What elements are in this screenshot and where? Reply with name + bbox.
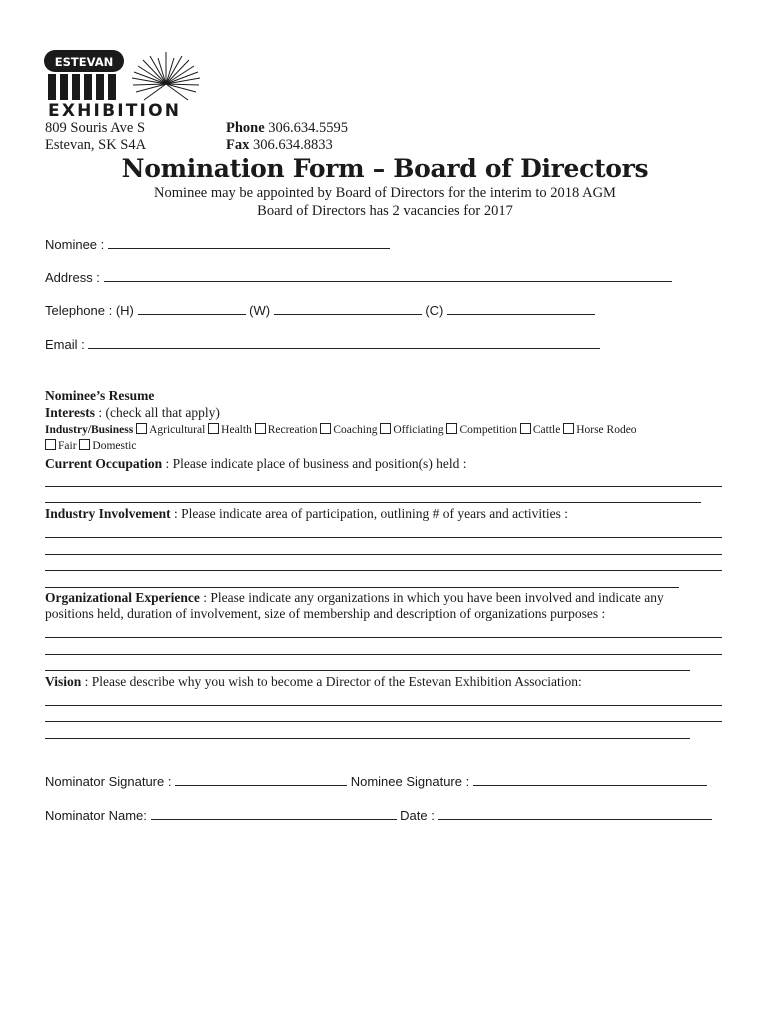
involvement-line-3[interactable] xyxy=(45,570,722,571)
checkbox-fair[interactable]: Fair xyxy=(45,440,77,452)
checkbox-officiating[interactable]: Officiating xyxy=(380,424,443,436)
checkbox-recreation[interactable]: Recreation xyxy=(255,424,318,436)
fax-number: 306.634.8833 xyxy=(252,137,333,153)
nominee-label: Nominee : xyxy=(45,237,105,252)
occupation-prompt: : Please indicate place of business and position(s) held : xyxy=(165,456,467,471)
nominator-signature-label: Nominator Signature : xyxy=(45,774,172,789)
occupation-label: Current Occupation xyxy=(45,456,163,471)
involvement-line-1[interactable] xyxy=(45,537,722,538)
interests-row xyxy=(45,405,220,421)
occupation-line-2[interactable] xyxy=(45,502,701,503)
date-label: Date : xyxy=(400,808,435,823)
checkbox-icon xyxy=(45,439,56,450)
checkbox-icon xyxy=(446,423,457,434)
nominee-signature-label: Nominee Signature : xyxy=(350,774,470,789)
fax-label: Fax xyxy=(226,137,250,153)
subtitle-interim: Nominee may be appointed by Board of Directors for the interim to 2018 AGM xyxy=(154,185,616,201)
involvement-label: Industry Involvement xyxy=(45,506,171,521)
interests-label: Interests xyxy=(45,405,95,420)
checkbox-coaching[interactable]: Coaching xyxy=(320,424,377,436)
org-prompt-1: : Please indicate any organizations in which you have been involved and indicate any xyxy=(203,590,664,605)
org-row-1 xyxy=(45,590,664,606)
org-label: Organizational Experience xyxy=(45,590,200,605)
phone-number: 306.634.5595 xyxy=(268,120,349,136)
resume-heading: Nominee’s Resume xyxy=(45,388,155,403)
telephone-work-field[interactable] xyxy=(274,303,422,315)
org-line-2[interactable] xyxy=(45,654,722,655)
nominee-signature-field[interactable] xyxy=(473,774,707,786)
nominee-row xyxy=(45,237,390,252)
nominator-signature-field[interactable] xyxy=(175,774,347,786)
vision-line-3[interactable] xyxy=(45,738,690,739)
signature-row xyxy=(45,774,707,789)
email-row xyxy=(45,337,600,352)
vision-prompt: : Please describe why you wish to become a Director of the Estevan Exhibition Association: xyxy=(84,674,582,689)
address-field[interactable] xyxy=(104,270,672,282)
subtitle-vacancies: Board of Directors has 2 vacancies for 2017 xyxy=(257,203,513,219)
org-line-1[interactable] xyxy=(45,637,722,638)
involvement-line-4[interactable] xyxy=(45,587,679,588)
telephone-home-label: Telephone : (H) xyxy=(45,303,134,318)
logo-word-top: ESTEVAN xyxy=(54,55,114,69)
telephone-home-field[interactable] xyxy=(138,303,246,315)
checkbox-icon xyxy=(320,423,331,434)
occupation-line-1[interactable] xyxy=(45,486,722,487)
involvement-prompt: : Please indicate area of participation, outlining # of years and activities : xyxy=(174,506,569,521)
checkbox-rodeo[interactable]: Rodeo xyxy=(606,424,637,436)
checkbox-icon xyxy=(380,423,391,434)
firework-icon xyxy=(132,52,200,100)
page-title: Nomination Form – Board of Directors xyxy=(121,154,649,183)
checkbox-icon xyxy=(208,423,219,434)
checkbox-health[interactable]: Health xyxy=(208,424,252,436)
telephone-cell-label: (C) xyxy=(425,303,444,318)
checkbox-icon xyxy=(563,423,574,434)
address-row xyxy=(45,270,672,285)
vision-row xyxy=(45,674,582,690)
vision-line-1[interactable] xyxy=(45,705,722,706)
fax-line xyxy=(226,137,333,154)
org-prompt-2: positions held, duration of involvement, size of membership and description of organizations purposes : xyxy=(45,606,606,621)
nominator-name-row xyxy=(45,808,712,823)
occupation-row xyxy=(45,456,467,472)
phone-label: Phone xyxy=(226,120,265,136)
vision-label: Vision xyxy=(45,674,82,689)
checkbox-agricultural[interactable]: Agricultural xyxy=(136,424,205,436)
interests-note: : (check all that apply) xyxy=(98,405,220,420)
telephone-cell-field[interactable] xyxy=(447,303,595,315)
email-label: Email : xyxy=(45,337,85,352)
checkbox-icon xyxy=(255,423,266,434)
email-field[interactable] xyxy=(88,337,600,349)
industry-checkbox-row xyxy=(45,423,637,436)
checkbox-competition[interactable]: Competition xyxy=(446,424,517,436)
nominator-name-field[interactable] xyxy=(151,808,397,820)
org-line-3[interactable] xyxy=(45,670,690,671)
checkbox-icon xyxy=(520,423,531,434)
checkbox-icon xyxy=(79,439,90,450)
involvement-row xyxy=(45,506,568,522)
vision-line-2[interactable] xyxy=(45,721,722,722)
nominator-name-label: Nominator Name: xyxy=(45,808,147,823)
checkbox-icon xyxy=(136,423,147,434)
address-line-2: Estevan, SK S4A xyxy=(45,137,147,153)
checkbox-horse[interactable]: Horse xyxy=(563,424,603,436)
address-label: Address : xyxy=(45,270,100,285)
logo-pillars xyxy=(48,74,116,100)
estevan-exhibition-logo xyxy=(40,44,212,118)
telephone-work-label: (W) xyxy=(249,303,271,318)
address-line-1: 809 Souris Ave S xyxy=(45,120,146,136)
logo-word-bottom: EXHIBITION xyxy=(48,101,182,118)
date-field[interactable] xyxy=(438,808,712,820)
telephone-row xyxy=(45,303,595,318)
checkbox-cattle[interactable]: Cattle xyxy=(520,424,560,436)
nominee-field[interactable] xyxy=(108,237,390,249)
involvement-line-2[interactable] xyxy=(45,554,722,555)
industry-checkbox-row-2 xyxy=(45,439,136,452)
phone-line xyxy=(226,120,348,137)
industry-label: Industry/Business xyxy=(45,424,134,436)
checkbox-domestic[interactable]: Domestic xyxy=(79,440,136,452)
